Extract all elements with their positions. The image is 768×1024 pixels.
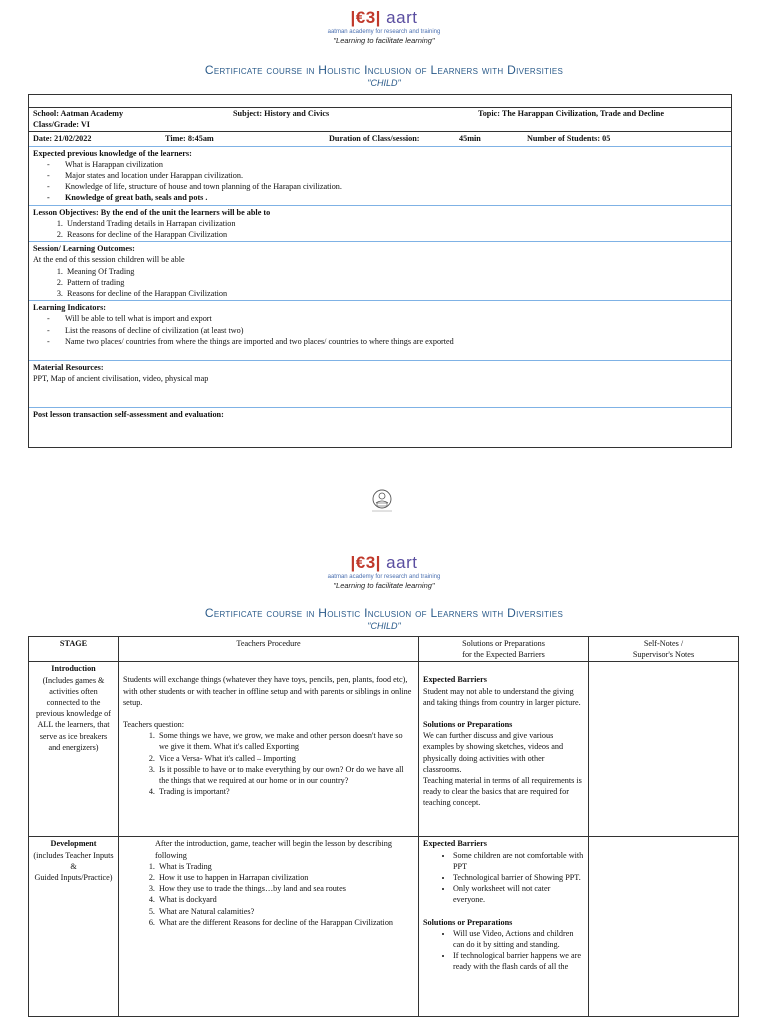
header-info [29, 107, 731, 131]
list-item: 2. How it use to happen in Harrapan civilization [157, 872, 414, 883]
list-item: - List the reasons of decline of civilization (at least two) [47, 325, 727, 336]
list-item: 2. Pattern of trading [65, 277, 727, 288]
barriers-heading: Expected Barriers [423, 839, 487, 849]
development-notes [589, 837, 739, 1017]
stage-description: (Includes games & activities often connected to the previous knowledge of ALL the learners, that serve as ice breakers and energizers) [35, 675, 112, 752]
list-item: 1. What is Trading [157, 861, 414, 872]
topic-field: Topic: The Harappan Civilization, Trade and Decline [478, 109, 664, 118]
stage-title: Development [50, 839, 97, 849]
procedure-text: Students will exchange things (whatever they have toys, pencils, pen, plants, food etc), with other students or with teacher in offline setup and with parents or siblings in online setup. [123, 675, 412, 707]
list-item: - Name two places/ countries from where the things are imported and two places/ countries to where things are exported [47, 336, 727, 347]
list-item: • Some children are not comfortable with PPT [453, 850, 584, 872]
brand-tagline: "Learning to facilitate learning" [333, 581, 435, 590]
column-header-notes: Self-Notes / Supervisor's Notes [589, 637, 739, 662]
brand-subtitle: aatman academy for research and training [327, 574, 441, 580]
list-item: 1. Meaning Of Trading [65, 266, 727, 277]
time-field: Time: 8:45am [165, 134, 214, 144]
class-field: Class/Grade: VI [33, 120, 90, 130]
development-procedure [119, 837, 419, 1017]
stage-introduction [29, 662, 119, 837]
outcomes-intro: At the end of this session children will be able [33, 255, 185, 265]
lesson-info-box [28, 94, 732, 448]
stage-development: Development (includes Teacher Inputs & Guided Inputs/Practice) [29, 837, 119, 1017]
brand-mark: |€3| [350, 553, 381, 572]
list-item: 5. What are Natural calamities? [157, 906, 414, 917]
procedure-intro: After the introduction, game, teacher will begin the lesson by describing following [155, 839, 392, 860]
previous-knowledge-section [29, 146, 731, 205]
date-field: Date: 21/02/2022 [33, 134, 92, 144]
list-item: 4. What is dockyard [157, 894, 414, 905]
table-row [29, 837, 739, 1017]
list-item: • Technological barrier of Showing PPT. [453, 872, 584, 883]
solutions-heading: Solutions or Preparations [423, 720, 513, 730]
aart-logo [0, 8, 768, 45]
barriers-text: Student may not able to understand the giving and taking things from country in larger picture. [423, 686, 581, 707]
list-item: • Will use Video, Actions and children can do it by sitting and standing. [453, 928, 584, 950]
stage-title: Introduction [51, 664, 96, 674]
subject-field: Subject: History and Civics [233, 109, 330, 118]
column-header-stage: STAGE [29, 637, 119, 662]
course-title: Certificate course in Holistic Inclusion of Learners with Diversities [204, 63, 564, 77]
list-item: • Only worksheet will not cater everyone. [453, 883, 584, 905]
solutions-heading: Solutions or Preparations [423, 917, 513, 927]
list-item: - Knowledge of great bath, seals and pots . [47, 192, 727, 203]
brand-tagline: "Learning to facilitate learning" [333, 36, 435, 45]
list-item: - What is Harappan civilization [47, 159, 727, 170]
materials-heading: Material Resources: [33, 363, 104, 373]
objectives-section [29, 205, 731, 242]
school-field: School: Aatman Academy [33, 109, 124, 118]
students-field: Number of Students: 05 [527, 134, 611, 144]
outcomes-heading: Session/ Learning Outcomes: [33, 244, 135, 254]
session-info [29, 131, 731, 145]
seal-icon [368, 487, 396, 515]
lesson-plan-table [28, 636, 739, 1017]
lesson-plan-page-2 [0, 545, 768, 1024]
list-item: 2. Vice a Versa- What it's called – Importing [157, 753, 414, 764]
introduction-solutions [419, 662, 589, 837]
duration-label: Duration of Class/session: [329, 134, 420, 144]
post-lesson-heading: Post lesson transaction self-assessment and evaluation: [33, 410, 224, 420]
brand-name: aart [386, 553, 418, 572]
list-item: • If technological barrier happens we are ready with the flash cards of all the [453, 950, 584, 972]
aart-logo [0, 553, 768, 590]
list-item: - Will be able to tell what is import and export [47, 313, 727, 324]
materials-section [29, 360, 731, 407]
previous-knowledge-heading: Expected previous knowledge of the learners: [33, 148, 192, 158]
solutions-text: Teaching material in terms of all requirements is ready to clear the basics that are required for teaching concept. [423, 776, 582, 808]
introduction-notes [589, 662, 739, 837]
post-lesson-section [29, 407, 731, 421]
indicators-section [29, 300, 731, 360]
course-title: Certificate course in Holistic Inclusion of Learners with Diversities [204, 606, 564, 620]
list-item: 4. Trading is important? [157, 786, 414, 797]
indicators-heading: Learning Indicators: [33, 303, 107, 313]
list-item: 1. Understand Trading details in Harrapan civilization [65, 218, 727, 229]
materials-text: PPT, Map of ancient civilisation, video, physical map [33, 374, 209, 384]
lesson-plan-page-1 [0, 0, 768, 470]
list-item: 3. How they use to trade the things…by land and sea routes [157, 883, 414, 894]
list-item: 6. What are the different Reasons for decline of the Harappan Civilization [157, 917, 414, 928]
course-subtitle: "CHILD" [367, 621, 401, 631]
brand-subtitle: aatman academy for research and training [327, 29, 441, 35]
introduction-procedure [119, 662, 419, 837]
list-item: 1. Some things we have, we grow, we make and other person doesn't have so we give it them. What it's called Exporting [157, 730, 414, 752]
column-header-procedure: Teachers Procedure [119, 637, 419, 662]
course-subtitle: "CHILD" [367, 78, 401, 88]
outcomes-section [29, 241, 731, 300]
table-header-row [29, 637, 739, 662]
brand-name: aart [386, 8, 418, 27]
list-item: 3. Is it possible to have or to make everything by our own? Or do we have all the things that we required at our home or in our country? [157, 764, 414, 786]
table-row [29, 662, 739, 837]
development-solutions [419, 837, 589, 1017]
solutions-text: We can further discuss and give various examples by showing sketches, videos and physically doing activities with other classrooms. [423, 731, 564, 774]
list-item: - Major states and location under Harappan civilization. [47, 170, 727, 181]
column-header-solutions: Solutions or Preparations for the Expected Barriers [419, 637, 589, 662]
list-item: 3. Reasons for decline of the Harappan Civilization [65, 288, 727, 299]
barriers-heading: Expected Barriers [423, 675, 487, 685]
objectives-heading: Lesson Objectives: By the end of the unit the learners will be able to [33, 207, 271, 217]
brand-mark: |€3| [350, 8, 381, 27]
question-label: Teachers question: [123, 720, 185, 730]
list-item: 2. Reasons for decline of the Harappan Civilization [65, 229, 727, 240]
list-item: - Knowledge of life, structure of house and town planning of the Harapan civilization. [47, 181, 727, 192]
duration-value: 45min [459, 134, 481, 144]
